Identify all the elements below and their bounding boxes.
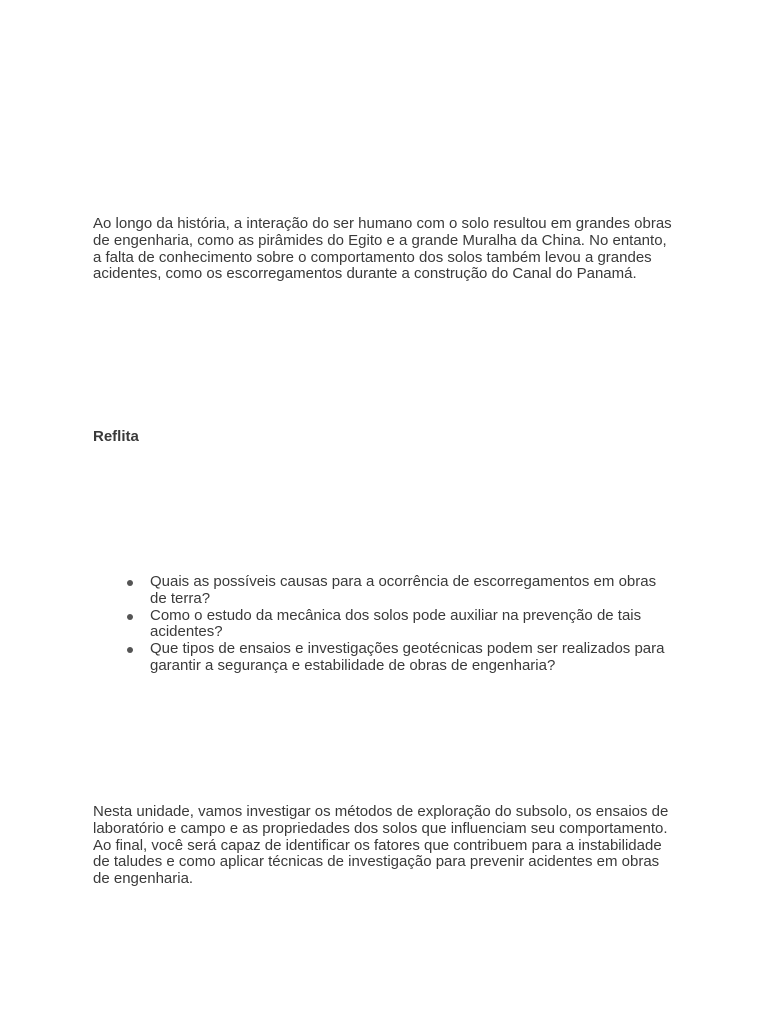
list-item — [150, 608, 675, 642]
list-item-text: Quais as possíveis causas para a ocorrência de escorregamentos em obras de terra? — [150, 573, 657, 607]
bullet-icon — [127, 580, 133, 586]
bullet-icon — [127, 647, 133, 653]
question-list — [150, 574, 675, 675]
section-heading: Reflita — [93, 428, 139, 445]
bullet-icon — [127, 614, 133, 620]
outro-paragraph: Nesta unidade, vamos investigar os métodos de exploração do subsolo, os ensaios de laboratório e campo e as propriedades dos solos que influenciam seu comportamento. Ao final, você será capaz de identificar os fatores que contribuem para a instabilidade de taludes e como aplicar técnicas de investigação para prevenir acidentes em obras de engenharia. — [93, 803, 669, 888]
list-item-text: Como o estudo da mecânica dos solos pode auxiliar na prevenção de tais acidentes? — [150, 606, 642, 641]
list-item-text: Que tipos de ensaios e investigações geotécnicas podem ser realizados para garantir a segurança e estabilidade de obras de engenharia? — [150, 640, 665, 674]
list-item — [150, 574, 675, 608]
intro-paragraph: Ao longo da história, a interação do ser humano com o solo resultou em grandes obras de engenharia, como as pirâmides do Egito e a grande Muralha da China. No entanto, a falta de conhecimento sobre o comportamento dos solos também levou a grandes acidentes, como os escorregamentos durante a construção do Canal do Panamá. — [93, 215, 672, 283]
list-item — [150, 641, 675, 675]
